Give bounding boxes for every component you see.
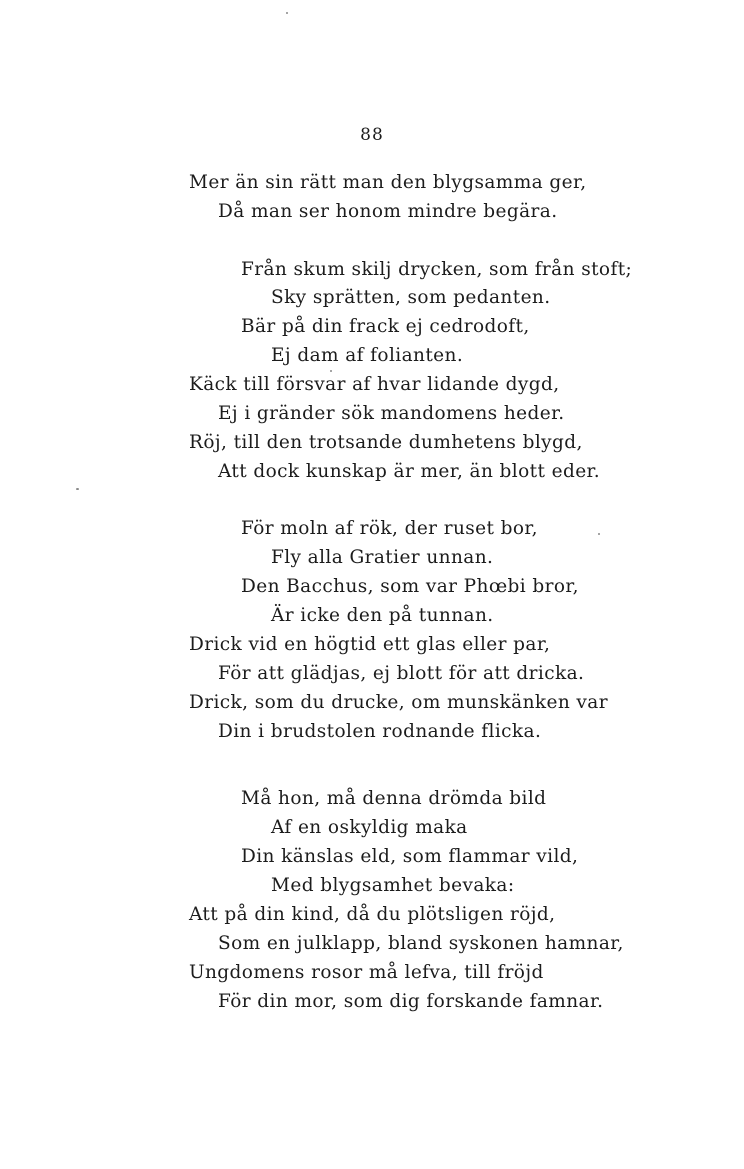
scan-speck (330, 370, 332, 372)
poem-line: Drick vid en högtid ett glas eller par, (189, 634, 551, 655)
poem-line: Som en julklapp, bland syskonen hamnar, (218, 933, 624, 954)
page-number: 88 (360, 125, 384, 145)
scan-speck (76, 488, 79, 490)
poem-line: Röj, till den trotsande dumhetens blygd, (189, 432, 583, 453)
poem-line: För moln af rök, der ruset bor, (241, 518, 538, 539)
poem-line: Sky sprätten, som pedanten. (271, 287, 551, 308)
poem-line: Bär på din frack ej cedrodoft, (241, 316, 530, 337)
scan-speck (598, 533, 600, 535)
poem-line: Din i brudstolen rodnande flicka. (218, 721, 542, 742)
poem-line: Är icke den på tunnan. (271, 605, 494, 626)
poem-line: Ej dam af folianten. (271, 345, 464, 366)
poem-line: Att dock kunskap är mer, än blott eder. (218, 461, 601, 482)
poem-line: Mer än sin rätt man den blygsamma ger, (189, 172, 587, 193)
poem-line: Med blygsamhet bevaka: (271, 875, 515, 896)
poem-line: Då man ser honom mindre begära. (218, 201, 558, 222)
poem-line: Från skum skilj drycken, som från stoft; (241, 259, 633, 280)
poem-line: Ej i gränder sök mandomens heder. (218, 403, 565, 424)
poem-line: Fly alla Gratier unnan. (271, 547, 494, 568)
poem-line: Af en oskyldig maka (271, 817, 468, 838)
poem-line: Käck till försvar af hvar lidande dygd, (189, 374, 560, 395)
poem-line: Den Bacchus, som var Phœbi bror, (241, 576, 579, 597)
poem-line: Drick, som du drucke, om munskänken var (189, 692, 608, 713)
poem-line: För att glädjas, ej blott för att dricka. (218, 663, 585, 684)
poem-line: Din känslas eld, som flammar vild, (241, 846, 579, 867)
scan-speck (286, 12, 288, 14)
poem-line: Att på din kind, då du plötsligen röjd, (189, 904, 556, 925)
poem-line: För din mor, som dig forskande famnar. (218, 991, 604, 1012)
poem-line: Må hon, må denna drömda bild (241, 788, 547, 809)
poem-line: Ungdomens rosor må lefva, till fröjd (189, 962, 544, 983)
